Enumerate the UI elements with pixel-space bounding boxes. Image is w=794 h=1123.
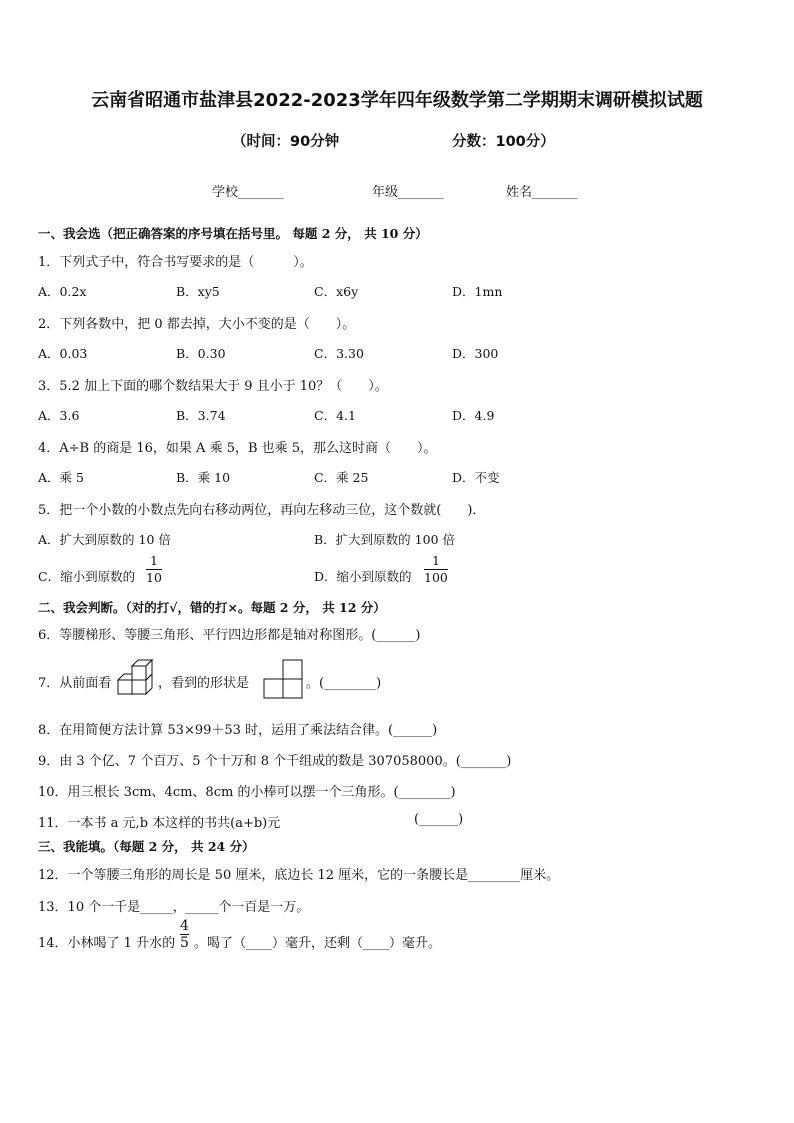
time-label: （时间：90分钟 xyxy=(232,134,340,150)
question-6: 6．等腰梯形、等腰三角形、平行四边形都是轴对称图形。(______) xyxy=(38,628,421,643)
question-9: 9．由 3 个亿、7 个百万、5 个十万和 8 个千组成的数是 307058000。(_______) xyxy=(38,754,512,769)
name-field: 姓名_______ xyxy=(506,185,578,200)
section-2-heading: 二、我会判断。（对的打√，错的打×。每题 2 分， 共 12 分） xyxy=(38,600,386,615)
school-field: 学校_______ xyxy=(212,185,284,200)
q5-option-a: A．扩大到原数的 10 倍 xyxy=(38,532,171,547)
q2-option-d: D．300 xyxy=(452,346,499,361)
question-1: 1．下列式子中，符合书写要求的是（ ）。 xyxy=(38,255,313,270)
fraction-denominator: 10 xyxy=(146,570,162,585)
q3-option-d: D．4.9 xyxy=(452,408,495,423)
q1-option-d: D．1mn xyxy=(452,284,503,299)
q1-option-c: C．x6y xyxy=(314,284,359,299)
question-13: 13．10 个一千是_____，_____个一百是一万。 xyxy=(38,900,310,915)
question-2: 2．下列各数中，把 0 都去掉，大小不变的是（ ）。 xyxy=(38,317,356,332)
question-7-part-a: 7．从前面看 xyxy=(38,676,112,691)
page-title: 云南省昭通市盐津县2022-2023学年四年级数学第二学期期末调研模拟试题 xyxy=(91,90,703,111)
question-11: 11．一本书 a 元,b 本这样的书共(a+b)元 xyxy=(38,816,281,831)
q2-option-c: C．3.30 xyxy=(314,346,364,361)
question-8: 8．在用简便方法计算 53×99＋53 时，运用了乘法结合律。(______) xyxy=(38,723,438,738)
score-label: 分数：100分） xyxy=(452,134,555,150)
q5-option-d: D．缩小到原数的 xyxy=(314,569,412,584)
fraction-denominator: 100 xyxy=(424,570,448,585)
q3-option-a: A．3.6 xyxy=(38,408,80,423)
front-view-figure xyxy=(263,659,305,699)
question-5: 5．把一个小数的小数点先向右移动两位，再向左移动三位，这个数就( )． xyxy=(38,503,486,518)
question-4: 4．A÷B 的商是 16，如果 A 乘 5，B 也乘 5，那么这时商（ ）。 xyxy=(38,441,437,456)
q4-option-d: D．不变 xyxy=(452,470,500,485)
q4-option-c: C．乘 25 xyxy=(314,470,369,485)
q5-option-d-fraction xyxy=(424,554,448,585)
question-14-part-a: 14．小林喝了 1 升水的 xyxy=(38,936,176,951)
fraction-numerator: 4 xyxy=(180,918,189,934)
question-7-part-c: 。(________) xyxy=(306,676,382,691)
q2-option-a: A．0.03 xyxy=(38,346,88,361)
question-11-blank: (______) xyxy=(414,812,464,827)
question-14-part-b: 。喝了（____）毫升，还剩（____）毫升。 xyxy=(194,936,442,951)
fraction-numerator: 1 xyxy=(431,553,440,568)
question-10: 10．用三根长 3cm、4cm、8cm 的小棒可以摆一个三角形。(________) xyxy=(38,785,456,800)
fraction-denominator: 5 xyxy=(180,935,189,951)
q5-option-c-fraction xyxy=(146,554,162,585)
q5-option-b: B．扩大到原数的 100 倍 xyxy=(314,532,455,547)
q3-option-c: C．4.1 xyxy=(314,408,356,423)
q4-option-b: B．乘 10 xyxy=(176,470,231,485)
q1-option-b: B．xy5 xyxy=(176,284,220,299)
question-3: 3．5.2 加上下面的哪个数结果大于 9 且小于 10？（ ）。 xyxy=(38,379,388,394)
question-14-fraction xyxy=(180,919,189,950)
question-12: 12．一个等腰三角形的周长是 50 厘米，底边长 12 厘米，它的一条腰长是________厘米。 xyxy=(38,868,560,883)
section-3-heading: 三、我能填。（每题 2 分， 共 24 分） xyxy=(38,839,255,854)
cube-stack-figure xyxy=(116,658,156,696)
grade-field: 年级_______ xyxy=(372,185,444,200)
q2-option-b: B．0.30 xyxy=(176,346,226,361)
q4-option-a: A．乘 5 xyxy=(38,470,84,485)
q5-option-c: C．缩小到原数的 xyxy=(38,569,136,584)
fraction-numerator: 1 xyxy=(149,553,158,568)
question-7-part-b: ，看到的形状是 xyxy=(158,676,250,691)
q1-option-a: A．0.2x xyxy=(38,284,87,299)
section-1-heading: 一、我会选（把正确答案的序号填在括号里。 每题 2 分， 共 10 分） xyxy=(38,226,428,241)
q3-option-b: B．3.74 xyxy=(176,408,226,423)
